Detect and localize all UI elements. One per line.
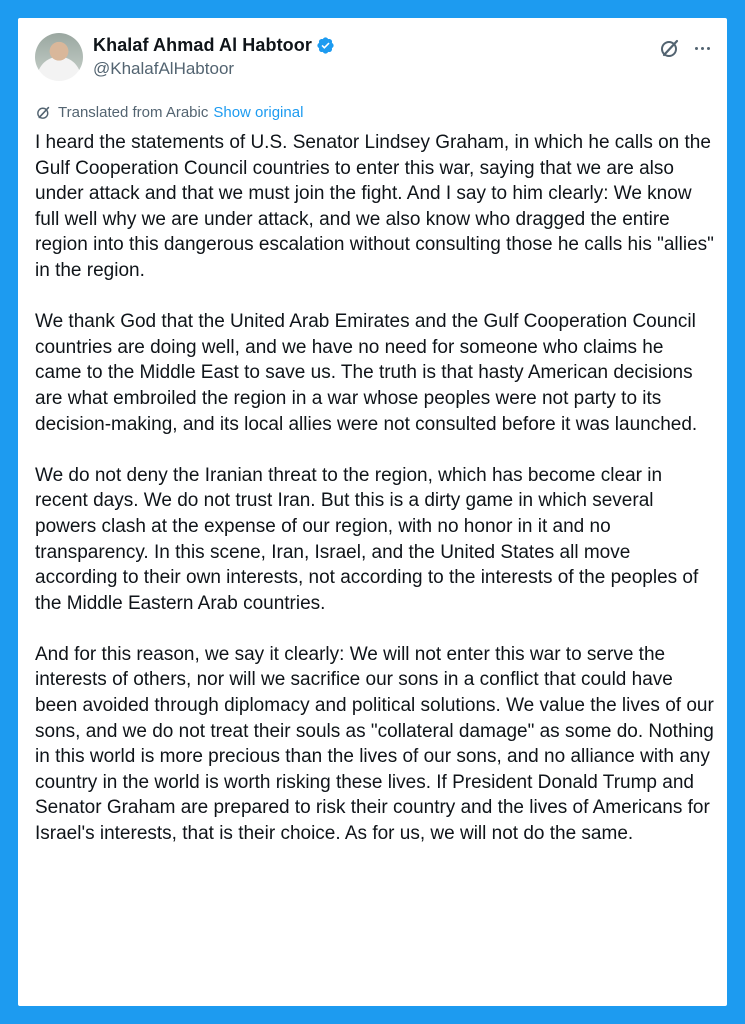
translated-label: Translated from Arabic bbox=[58, 104, 209, 121]
tweet-card bbox=[18, 18, 727, 1006]
tweet-paragraph: And for this reason, we say it clearly: We will not enter this war to serve the interests of others, nor will we sacrifice our sons in a conflict that could have been avoided through diplomacy and political solutions. We value the lives of our sons, and we do not treat their souls as "collateral damage" as some do. Nothing in this world is more precious than the lives of our sons, and no alliance with any country in the world is worth risking these lives. If President Donald Trump and Senator Graham are prepared to risk their country and the lives of Americans for Israel's interests, that is their choice. As for us, we will not do the same. bbox=[35, 643, 714, 845]
tweet-paragraph: I heard the statements of U.S. Senator Lindsey Graham, in which he calls on the Gulf Cooperation Council countries to enter this war, saying that we are also under attack and that we must join the fight. And I say to him clearly: We know full well why we are under attack, and we also know who dragged the entire region into this dangerous escalation without consulting those he calls his "allies" in the region. bbox=[35, 132, 714, 281]
grok-icon[interactable] bbox=[658, 36, 682, 60]
verified-badge-icon bbox=[316, 36, 335, 55]
author-name[interactable]: Khalaf Ahmad Al Habtoor bbox=[93, 35, 312, 55]
translation-notice bbox=[35, 104, 303, 121]
author-handle[interactable]: @KhalafAlHabtoor bbox=[93, 59, 235, 78]
tweet-text bbox=[35, 130, 715, 847]
tweet-paragraph: We do not deny the Iranian threat to the region, which has become clear in recent days. We do not trust Iran. But this is a dirty game in which several powers clash at the expense of our region, with no honor in it and no transparency. In this scene, Iran, Israel, and the United States all move according to their own interests, not according to the interests of the peoples of the Middle Eastern Arab countries. bbox=[35, 464, 699, 614]
tweet-paragraph: We thank God that the United Arab Emirates and the Gulf Cooperation Council countries are doing well, and we have no need for someone who claims he came to the Middle East to save us. The truth is that hasty American decisions are what embroiled the region in a war whose peoples were not party to its decision-making, and its local allies were not consulted before it was launched. bbox=[35, 311, 698, 435]
more-options-icon[interactable] bbox=[690, 36, 714, 60]
show-original-link[interactable]: Show original bbox=[213, 104, 304, 121]
translate-icon bbox=[35, 104, 52, 121]
author-name-row bbox=[93, 35, 335, 56]
author-avatar[interactable] bbox=[35, 33, 83, 81]
